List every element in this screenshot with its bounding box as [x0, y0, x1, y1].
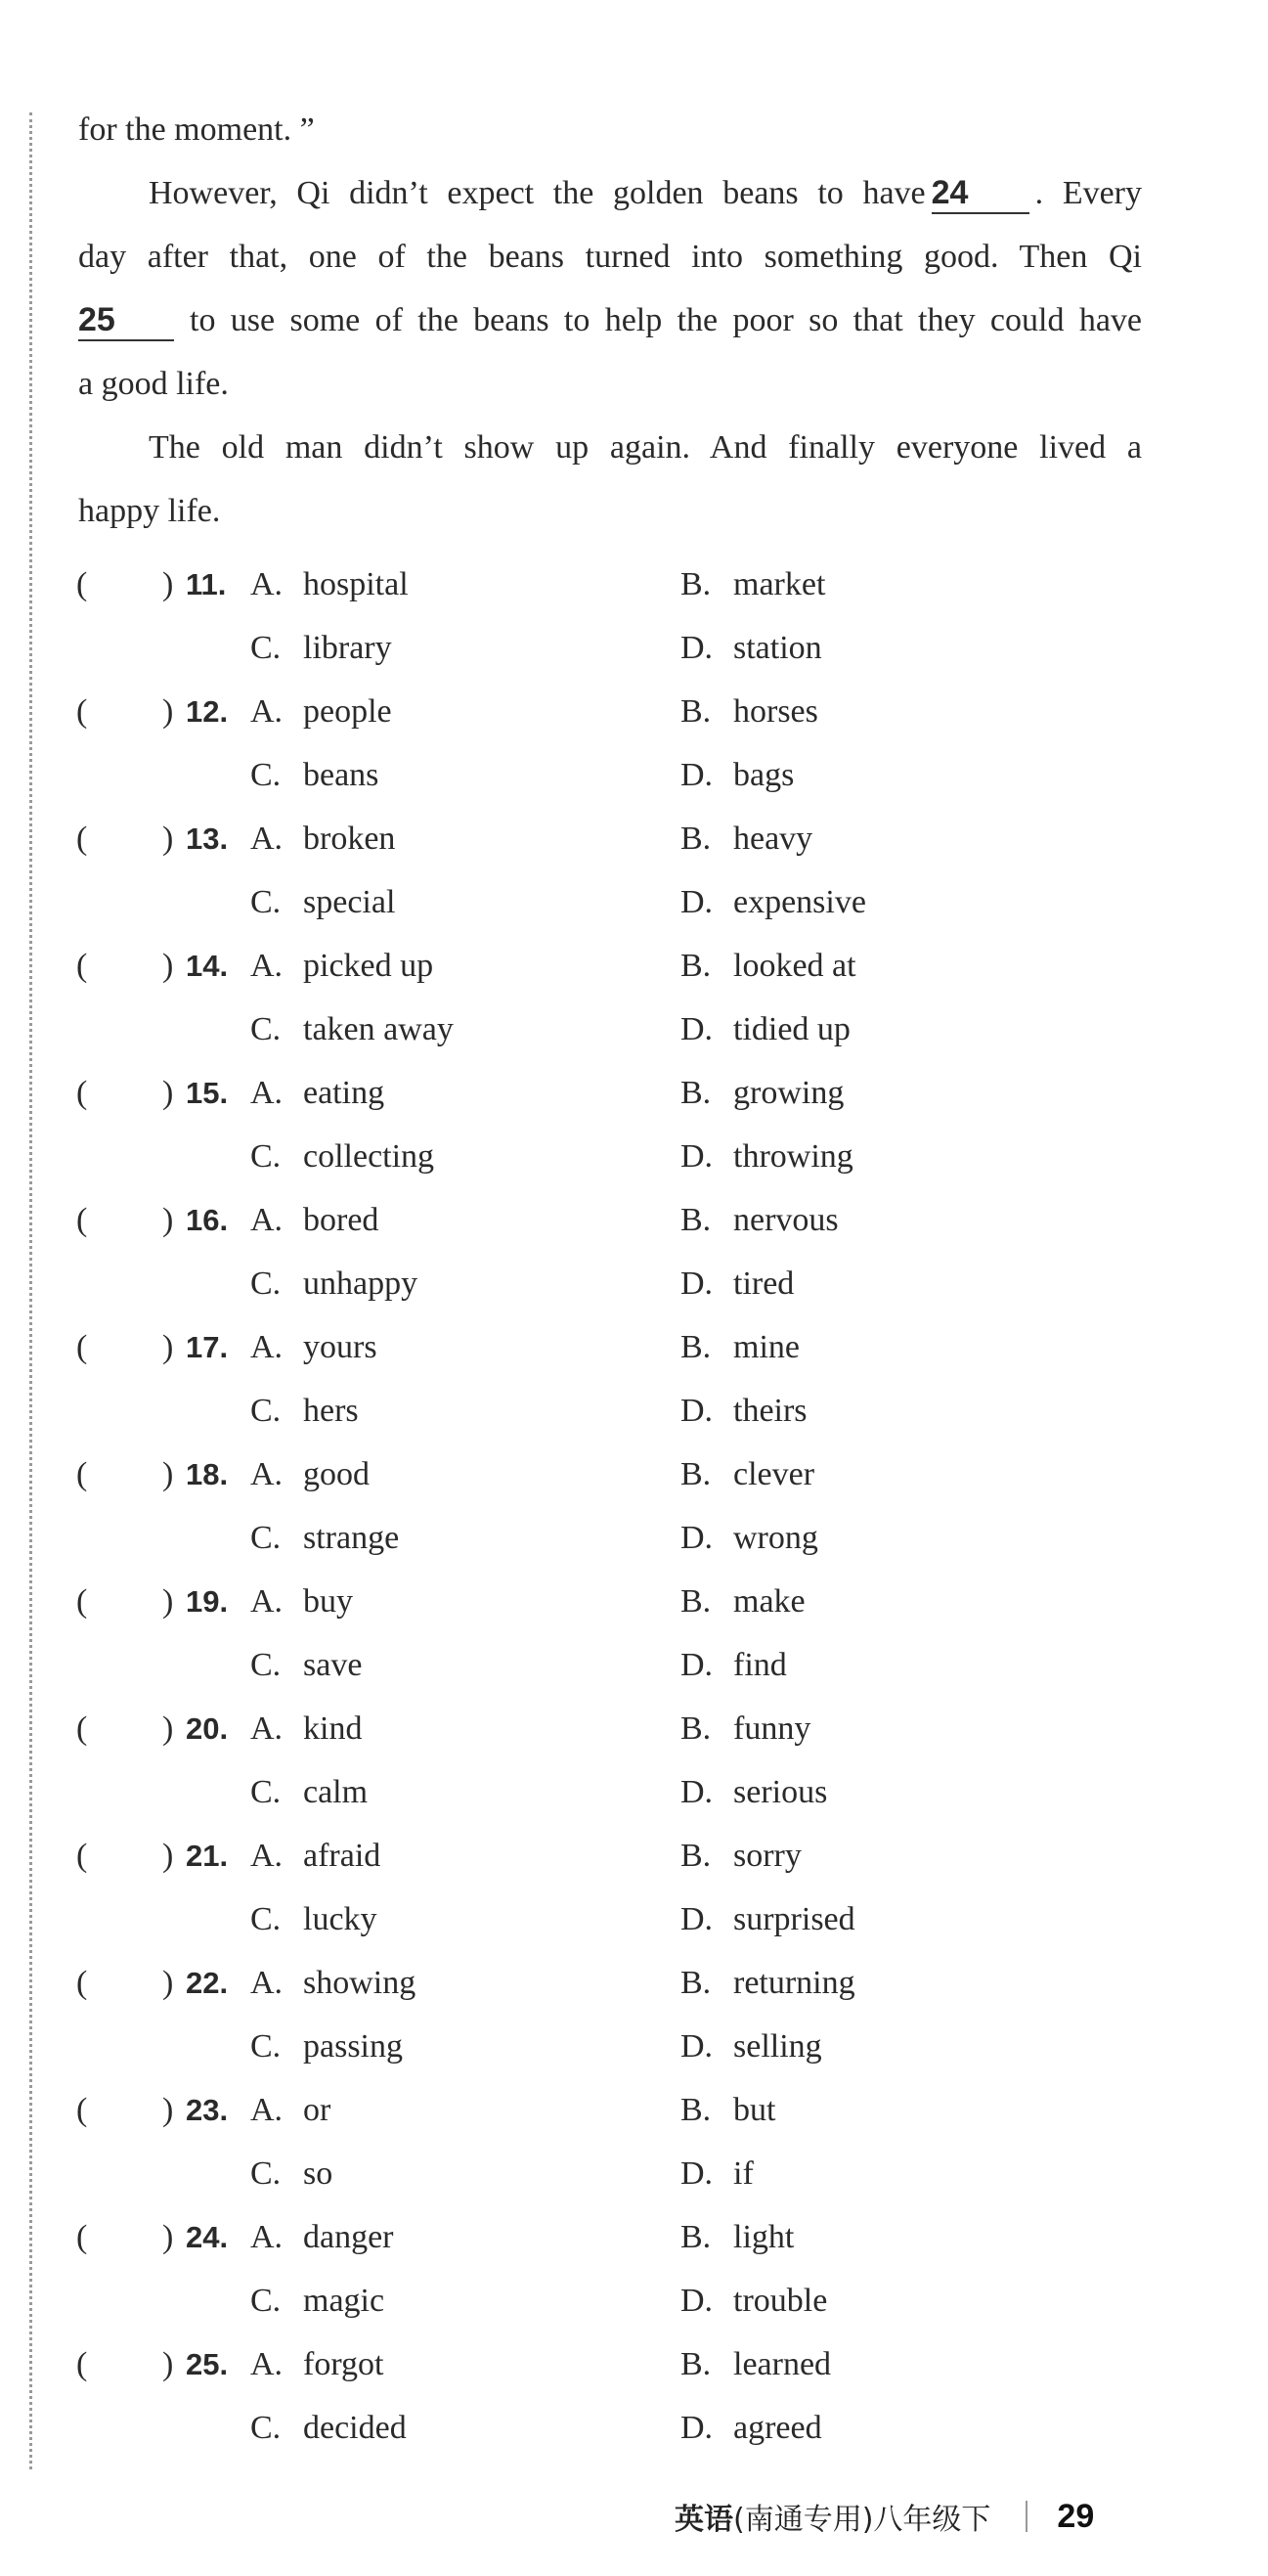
question-row-cont [76, 1125, 1152, 1188]
option-letter: B. [680, 2219, 712, 2255]
option-d[interactable] [680, 1888, 855, 1951]
question-row-cont [76, 1506, 1152, 1570]
option-letter: D. [680, 1393, 714, 1429]
option-letter: A. [250, 2219, 284, 2255]
answer-paren-open[interactable]: ( [76, 2219, 88, 2255]
option-letter: C. [250, 1901, 282, 1937]
option-d[interactable] [680, 2269, 827, 2332]
option-text: returning [733, 1965, 855, 2001]
answer-paren-open[interactable]: ( [76, 1075, 88, 1111]
passage-line: a good life. [78, 366, 229, 402]
blank-24: 24 [932, 173, 1029, 214]
question-number: 23. [186, 2093, 229, 2127]
option-c[interactable] [250, 1379, 359, 1443]
option-letter: B. [680, 1202, 712, 1238]
option-text: or [303, 2092, 331, 2128]
option-b[interactable] [680, 1570, 806, 1633]
option-c[interactable] [250, 998, 454, 1061]
option-d[interactable] [680, 998, 851, 1061]
option-c[interactable] [250, 1760, 368, 1824]
option-text: library [303, 630, 392, 666]
passage-text: to use some of the beans to help the poor so that they could have [190, 302, 1142, 338]
option-letter: D. [680, 1647, 714, 1683]
answer-paren-close: ) [162, 1710, 174, 1747]
question-row-cont [76, 743, 1152, 807]
option-letter: C. [250, 2155, 282, 2192]
option-text: save [303, 1647, 363, 1683]
option-text: expensive [733, 884, 866, 920]
question-number: 24. [186, 2220, 229, 2254]
question-row-cont [76, 1633, 1152, 1697]
question-row [76, 807, 1152, 870]
option-a[interactable] [250, 1951, 415, 2015]
option-a[interactable] [250, 1061, 384, 1125]
option-text: bored [303, 1202, 379, 1238]
option-c[interactable] [250, 870, 395, 934]
option-letter: B. [680, 1838, 712, 1874]
option-letter: B. [680, 566, 712, 602]
blank-25: 25 [78, 300, 174, 341]
option-c[interactable] [250, 1252, 417, 1315]
option-b[interactable] [680, 807, 812, 870]
page-footer [675, 2492, 1094, 2541]
question-number: 25. [186, 2347, 229, 2381]
option-text: looked at [733, 948, 856, 984]
option-text: but [733, 2092, 776, 2128]
question-row [76, 2078, 1152, 2142]
footer-book-title [675, 2495, 990, 2538]
option-text: people [303, 693, 392, 730]
question-number: 17. [186, 1330, 229, 1364]
option-a[interactable] [250, 1315, 377, 1379]
option-text: kind [303, 1710, 363, 1747]
option-c[interactable] [250, 743, 378, 807]
option-b[interactable] [680, 2332, 831, 2396]
option-text: yours [303, 1329, 377, 1365]
answer-paren-open[interactable]: ( [76, 821, 88, 857]
question-row [76, 1061, 1152, 1125]
question-row-cont [76, 616, 1152, 680]
option-b[interactable] [680, 1697, 810, 1760]
question-number: 12. [186, 694, 229, 729]
option-d[interactable] [680, 2396, 822, 2460]
question-number: 11. [186, 567, 227, 601]
option-text: afraid [303, 1838, 381, 1874]
passage-text: . Every [1034, 175, 1143, 211]
option-text: make [733, 1583, 806, 1620]
question-row-cont [76, 998, 1152, 1061]
answer-paren-close: ) [162, 1456, 174, 1492]
question-row-cont [76, 1252, 1152, 1315]
option-letter: A. [250, 1583, 284, 1620]
option-letter: A. [250, 693, 284, 730]
question-row-cont [76, 2142, 1152, 2205]
option-text: hospital [303, 566, 409, 602]
option-letter: C. [250, 1266, 282, 1302]
option-b[interactable] [680, 680, 818, 743]
option-a[interactable] [250, 2205, 394, 2269]
option-text: unhappy [303, 1266, 418, 1302]
option-text: nervous [733, 1202, 839, 1238]
option-text: bags [733, 757, 795, 793]
option-c[interactable] [250, 1506, 399, 1570]
question-number: 13. [186, 822, 229, 856]
option-letter: A. [250, 821, 284, 857]
option-letter: B. [680, 1583, 712, 1620]
option-c[interactable] [250, 616, 392, 680]
answer-paren-close: ) [162, 1075, 174, 1111]
option-c[interactable] [250, 2396, 407, 2460]
option-text: magic [303, 2283, 385, 2319]
option-text: good [303, 1456, 370, 1492]
question-row [76, 934, 1152, 998]
answer-paren-close: ) [162, 1202, 174, 1238]
option-b[interactable] [680, 2205, 794, 2269]
question-number: 20. [186, 1711, 229, 1746]
option-text: collecting [303, 1138, 435, 1175]
option-d[interactable] [680, 1125, 853, 1188]
option-letter: D. [680, 1774, 714, 1810]
answer-paren-open[interactable]: ( [76, 1202, 88, 1238]
option-a[interactable] [250, 2332, 383, 2396]
option-text: learned [733, 2346, 832, 2382]
option-text: heavy [733, 821, 813, 857]
reading-passage [78, 98, 1142, 543]
option-letter: A. [250, 566, 284, 602]
option-d[interactable] [680, 1760, 827, 1824]
option-letter: B. [680, 1456, 712, 1492]
option-letter: C. [250, 757, 282, 793]
option-text: eating [303, 1075, 385, 1111]
option-text: theirs [733, 1393, 808, 1429]
answer-paren-close: ) [162, 1329, 174, 1365]
option-a[interactable] [250, 1570, 353, 1633]
option-letter: C. [250, 630, 282, 666]
option-letter: C. [250, 1647, 282, 1683]
question-row-cont [76, 1760, 1152, 1824]
option-letter: C. [250, 1774, 282, 1810]
option-letter: D. [680, 2155, 714, 2192]
question-row-cont [76, 2269, 1152, 2332]
option-letter: D. [680, 2410, 714, 2446]
answer-paren-open[interactable]: ( [76, 2346, 88, 2382]
option-letter: D. [680, 1011, 714, 1047]
footer-edition: (南通专用)八年级下 [733, 2503, 991, 2537]
answer-paren-close: ) [162, 948, 174, 984]
option-letter: B. [680, 1329, 712, 1365]
option-text: broken [303, 821, 396, 857]
option-letter: C. [250, 1520, 282, 1556]
answer-paren-open[interactable]: ( [76, 1583, 88, 1620]
option-text: danger [303, 2219, 394, 2255]
option-text: throwing [733, 1138, 853, 1175]
page-number: 29 [1057, 2497, 1095, 2535]
option-letter: A. [250, 948, 284, 984]
question-row [76, 1188, 1152, 1252]
question-row-cont [76, 1888, 1152, 1951]
option-d[interactable] [680, 1633, 787, 1697]
answer-paren-close: ) [162, 2092, 174, 2128]
question-row-cont [76, 870, 1152, 934]
question-number: 21. [186, 1839, 229, 1873]
option-letter: D. [680, 1138, 714, 1175]
option-c[interactable] [250, 1633, 362, 1697]
option-d[interactable] [680, 870, 866, 934]
option-text: decided [303, 2410, 407, 2446]
option-letter: B. [680, 948, 712, 984]
option-letter: A. [250, 1838, 284, 1874]
option-text: forgot [303, 2346, 384, 2382]
option-a[interactable] [250, 1824, 380, 1888]
option-b[interactable] [680, 2078, 775, 2142]
option-d[interactable] [680, 1506, 818, 1570]
question-row [76, 1697, 1152, 1760]
question-row-cont [76, 2015, 1152, 2078]
option-text: special [303, 884, 396, 920]
answer-paren-close: ) [162, 1583, 174, 1620]
option-d[interactable] [680, 743, 794, 807]
footer-subject: 英语 [675, 2503, 733, 2537]
answer-paren-close: ) [162, 1838, 174, 1874]
option-text: horses [733, 693, 818, 730]
option-a[interactable] [250, 934, 433, 998]
question-row [76, 1570, 1152, 1633]
answer-paren-open[interactable]: ( [76, 1456, 88, 1492]
question-number: 14. [186, 949, 229, 983]
option-text: sorry [733, 1838, 802, 1874]
option-letter: C. [250, 2283, 282, 2319]
passage-text: However, Qi didn’t expect the golden beans to have [149, 175, 926, 211]
question-number: 22. [186, 1966, 229, 2000]
option-b[interactable] [680, 553, 825, 616]
option-text: lucky [303, 1901, 377, 1937]
question-row [76, 680, 1152, 743]
option-text: calm [303, 1774, 369, 1810]
option-letter: B. [680, 2346, 712, 2382]
option-letter: D. [680, 630, 714, 666]
option-a[interactable] [250, 1188, 378, 1252]
answer-paren-open[interactable]: ( [76, 1838, 88, 1874]
option-text: wrong [733, 1520, 818, 1556]
option-letter: C. [250, 2410, 282, 2446]
answer-paren-open[interactable]: ( [76, 2092, 88, 2128]
option-b[interactable] [680, 934, 856, 998]
option-letter: A. [250, 1965, 284, 2001]
option-d[interactable] [680, 2015, 822, 2078]
answer-paren-close: ) [162, 2346, 174, 2382]
option-d[interactable] [680, 1379, 808, 1443]
option-text: so [303, 2155, 333, 2192]
option-text: light [733, 2219, 795, 2255]
option-d[interactable] [680, 1252, 794, 1315]
question-number: 19. [186, 1584, 229, 1619]
option-letter: A. [250, 1329, 284, 1365]
option-a[interactable] [250, 2078, 330, 2142]
option-text: passing [303, 2028, 403, 2065]
option-b[interactable] [680, 1443, 814, 1506]
answer-paren-open[interactable]: ( [76, 1965, 88, 2001]
option-letter: B. [680, 821, 712, 857]
option-text: serious [733, 1774, 828, 1810]
option-a[interactable] [250, 553, 409, 616]
option-text: taken away [303, 1011, 454, 1047]
option-text: showing [303, 1965, 416, 2001]
question-number: 18. [186, 1457, 229, 1491]
question-row [76, 1824, 1152, 1888]
question-row [76, 1443, 1152, 1506]
passage-line: The old man didn’t show up again. And finally everyone lived a [149, 429, 1142, 466]
option-letter: A. [250, 1456, 284, 1492]
option-a[interactable] [250, 1443, 370, 1506]
passage-line [78, 161, 1142, 225]
option-text: market [733, 566, 826, 602]
option-b[interactable] [680, 1188, 839, 1252]
option-text: strange [303, 1520, 400, 1556]
option-a[interactable] [250, 1697, 362, 1760]
question-list [76, 553, 1152, 2460]
option-letter: A. [250, 1075, 284, 1111]
answer-paren-open[interactable]: ( [76, 948, 88, 984]
option-letter: D. [680, 1901, 714, 1937]
option-letter: C. [250, 884, 282, 920]
option-text: if [733, 2155, 754, 2192]
answer-paren-open[interactable]: ( [76, 1710, 88, 1747]
binding-dotted-line [29, 112, 32, 2469]
question-row [76, 1951, 1152, 2015]
option-letter: A. [250, 1710, 284, 1747]
option-b[interactable] [680, 1061, 844, 1125]
question-row [76, 2332, 1152, 2396]
passage-line: happy life. [78, 493, 221, 529]
option-a[interactable] [250, 680, 392, 743]
question-row [76, 553, 1152, 616]
option-letter: C. [250, 1393, 282, 1429]
option-text: picked up [303, 948, 434, 984]
passage-line: day after that, one of the beans turned into something good. Then Qi [78, 239, 1142, 275]
option-letter: D. [680, 1520, 714, 1556]
option-b[interactable] [680, 1315, 800, 1379]
option-text: find [733, 1647, 787, 1683]
option-d[interactable] [680, 616, 822, 680]
option-b[interactable] [680, 1951, 855, 2015]
answer-paren-open[interactable]: ( [76, 566, 88, 602]
option-text: hers [303, 1393, 359, 1429]
option-text: funny [733, 1710, 811, 1747]
option-text: growing [733, 1075, 845, 1111]
option-text: surprised [733, 1901, 855, 1937]
option-text: tidied up [733, 1011, 851, 1047]
option-letter: D. [680, 1266, 714, 1302]
option-letter: D. [680, 2028, 714, 2065]
question-row-cont [76, 1379, 1152, 1443]
question-number: 15. [186, 1076, 229, 1110]
option-letter: A. [250, 2346, 284, 2382]
option-letter: C. [250, 1138, 282, 1175]
answer-paren-close: ) [162, 821, 174, 857]
answer-paren-close: ) [162, 1965, 174, 2001]
option-text: selling [733, 2028, 822, 2065]
option-text: agreed [733, 2410, 822, 2446]
answer-paren-close: ) [162, 693, 174, 730]
option-d[interactable] [680, 2142, 754, 2205]
option-c[interactable] [250, 1125, 434, 1188]
question-number: 16. [186, 1203, 229, 1237]
option-text: clever [733, 1456, 815, 1492]
answer-paren-close: ) [162, 566, 174, 602]
answer-paren-close: ) [162, 2219, 174, 2255]
option-b[interactable] [680, 1824, 802, 1888]
option-letter: D. [680, 757, 714, 793]
option-letter: A. [250, 1202, 284, 1238]
option-letter: D. [680, 2283, 714, 2319]
option-c[interactable] [250, 2142, 332, 2205]
option-letter: B. [680, 2092, 712, 2128]
option-text: mine [733, 1329, 800, 1365]
answer-paren-open[interactable]: ( [76, 1329, 88, 1365]
option-text: station [733, 630, 822, 666]
option-text: tired [733, 1266, 795, 1302]
option-letter: D. [680, 884, 714, 920]
option-letter: B. [680, 1965, 712, 2001]
option-text: trouble [733, 2283, 828, 2319]
question-row [76, 2205, 1152, 2269]
passage-line: for the moment. ” [78, 111, 315, 148]
option-text: buy [303, 1583, 353, 1620]
passage-line [78, 289, 1142, 352]
option-c[interactable] [250, 2269, 384, 2332]
question-row [76, 1315, 1152, 1379]
option-c[interactable] [250, 1888, 377, 1951]
option-letter: B. [680, 693, 712, 730]
option-c[interactable] [250, 2015, 403, 2078]
option-letter: A. [250, 2092, 284, 2128]
option-text: beans [303, 757, 379, 793]
option-letter: B. [680, 1075, 712, 1111]
footer-divider [1026, 2501, 1028, 2532]
option-a[interactable] [250, 807, 395, 870]
option-letter: C. [250, 1011, 282, 1047]
answer-paren-open[interactable]: ( [76, 693, 88, 730]
option-letter: C. [250, 2028, 282, 2065]
option-letter: B. [680, 1710, 712, 1747]
question-row-cont [76, 2396, 1152, 2460]
